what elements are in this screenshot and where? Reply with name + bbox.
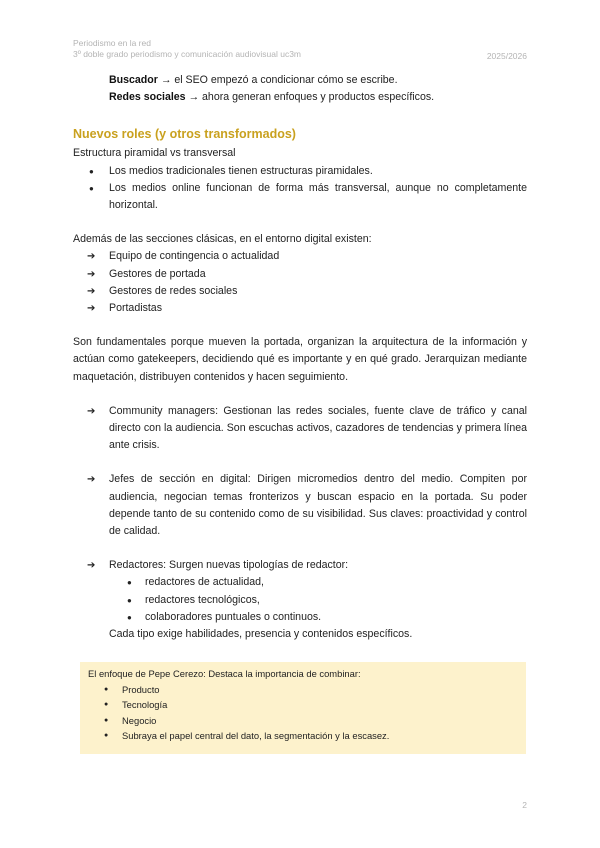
structure-heading: Estructura piramidal vs transversal: [73, 147, 236, 160]
fundamental-paragraph: Son fundamentales porque mueven la portada, organizan la arquitectura de la información y actúan como gatekeepers, decidiendo qué es importante y en qué grado. Jerarquizan mediante maquetación, distribuyen contenidos y hacen seguimiento.: [73, 336, 527, 383]
list-item: ● Subraya el papel central del dato, la segmentación y la escasez.: [88, 728, 518, 744]
redactores-block: [73, 557, 527, 574]
list-item: ● Negocio: [88, 713, 518, 729]
list-item: ● redactores tecnológicos,: [109, 592, 527, 609]
redactores-item: ➔ Redactores: Surgen nuevas tipologías de redactor:: [73, 557, 527, 574]
list-item: ● Producto: [88, 682, 518, 698]
redactores-list: [109, 574, 527, 626]
list-item: ● colaboradores puntuales o continuos.: [109, 609, 527, 626]
sections-list: [73, 248, 527, 317]
list-item: ● redactores de actualidad,: [109, 574, 527, 591]
list-item: ➔ Equipo de contingencia o actualidad: [73, 248, 527, 265]
intro-block: [73, 72, 527, 106]
header-course: [73, 38, 301, 60]
callout-list: [88, 682, 518, 744]
list-item: ● Tecnología: [88, 697, 518, 713]
page-body: [73, 72, 527, 643]
list-item: ● Los medios online funcionan de forma más transversal, aunque no completamente horizontal.: [73, 180, 527, 214]
cerezo-callout: [80, 662, 526, 754]
intro-line-buscador: Buscador → el SEO empezó a condicionar cómo se escribe.: [109, 74, 398, 86]
intro-line-redes: Redes sociales → ahora generan enfoques y productos específicos.: [109, 91, 435, 104]
page-number: 2: [522, 800, 527, 810]
jefes-block: [73, 471, 527, 540]
redactores-after: Cada tipo exige habilidades, presencia y contenidos específicos.: [109, 628, 413, 641]
header-year: 2025/2026: [486, 51, 527, 61]
structure-list: [73, 163, 527, 215]
header-subject: Periodismo en la red: [73, 38, 151, 48]
jefes-seccion-item: ➔ Jefes de sección en digital: Dirigen micromedios dentro del medio. Compiten por audiencia, negocian temas fronterizos y buscan espacio en la portada. Su poder depende tanto de su contenido como de su visibilidad. Sus claves: proactividad y control de calidad.: [73, 471, 527, 540]
callout-title: El enfoque de Pepe Cerezo: Destaca la importancia de combinar:: [88, 668, 361, 679]
community-managers-item: ➔ Community managers: Gestionan las redes sociales, fuente clave de tráfico y canal directo con la audiencia. Son escuchas activos, cazadores de tendencias y primera línea ante crisis.: [73, 403, 527, 455]
list-item: ➔ Gestores de redes sociales: [73, 283, 527, 300]
list-item: ➔ Gestores de portada: [73, 266, 527, 283]
header-degree: 3º doble grado periodismo y comunicación audiovisual uc3m: [73, 49, 302, 59]
community-block: [73, 403, 527, 455]
list-item: ● Los medios tradicionales tienen estructuras piramidales.: [73, 163, 527, 180]
section-title: Nuevos roles (y otros transformados): [73, 127, 296, 142]
list-item: ➔ Portadistas: [73, 300, 527, 317]
sections-intro: Además de las secciones clásicas, en el entorno digital existen:: [73, 233, 372, 246]
